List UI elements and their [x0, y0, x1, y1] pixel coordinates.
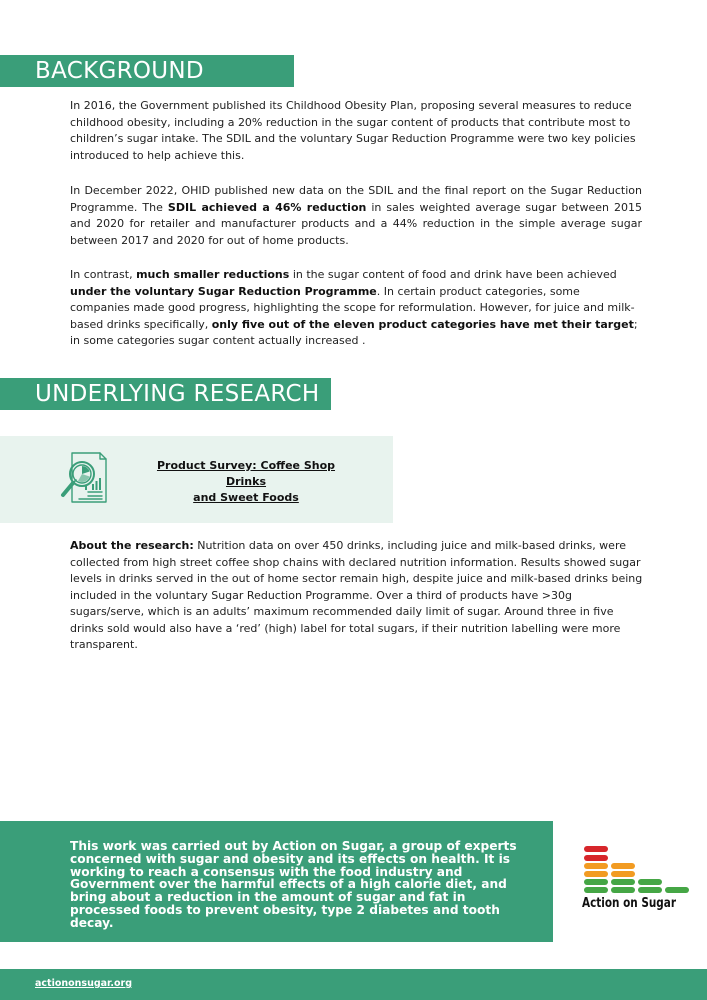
footer-statement: This work was carried out by Action on Sugar, a group of experts concerned with sugar and obesity and its effects on health. It is working to reach a consensus with the food industry and Government over the harmful effects of a high calorie diet, and bring about a reduction in the amount of sugar and fat in processed foods to prevent obesity, type 2 diabetes and tooth decay.	[70, 839, 517, 930]
logo-wordmark: Action on Sugar	[582, 896, 676, 911]
footer-statement-panel	[0, 821, 553, 942]
bold-highlight: SDIL achieved a 46% reduction	[167, 200, 367, 214]
website-link[interactable]: actiononsugar.org	[35, 978, 132, 989]
bold-highlight: much smaller reductions	[136, 268, 290, 281]
text-run: in sales weighted average sugar between 2015 and 2020 for retailer and manufacturer products and a 44% reduction in the simple average sugar between 2017 and 2020 for out of home products.	[70, 200, 643, 247]
text-run: . In certain product categories, some companies made good progress, highlighting the scope for reformulation. However, for juice and milk-based drinks specifically,	[70, 284, 635, 331]
about-research-paragraph	[70, 538, 645, 654]
sugar-level-bars-icon	[582, 845, 692, 893]
background-paragraph-3	[70, 267, 642, 350]
text-run: In December 2022, OHID published new data on the SDIL and the final report on the Sugar Reduction Programme. The	[70, 184, 642, 214]
background-paragraph-2	[70, 183, 642, 249]
text-run: in the sugar content of food and drink have been achieved	[289, 268, 617, 281]
research-report-icon	[54, 450, 110, 506]
text-run: Nutrition data on over 450 drinks, including juice and milk-based drinks, were collected from high street coffee shop chains with declared nutrition information. Results showed sugar levels in drinks served in the out of home sector remain high, despite juice and milk-based drinks being included in the voluntary Sugar Reduction Programme. Over a third of products have >30g sugars/serve, which is an adults’ maximum recommended daily limit of sugar. Around three in five drinks sold would also have a ‘red’ (high) label for total sugars, if their nutrition labelling were more transparent.	[70, 539, 643, 651]
background-paragraph-1: In 2016, the Government published its Childhood Obesity Plan, proposing several measures to reduce childhood obesity, including a 20% reduction in the sugar content of products that contribute most to children’s sugar intake. The SDIL and the voluntary Sugar Reduction Programme were two key policies introduced to help achieve this.	[70, 99, 636, 162]
bold-highlight: under the voluntary Sugar Reduction Programme	[70, 284, 377, 298]
text-run: ; in some categories sugar content actually increased .	[70, 317, 638, 347]
action-on-sugar-logo	[582, 845, 692, 915]
research-heading: UNDERLYING RESEARCH	[0, 378, 331, 410]
card-title-line: Product Survey: Coffee Shop Drinks	[156, 459, 336, 488]
bold-highlight: only five out of the eleven product categories have met their target	[211, 317, 634, 331]
research-card-title[interactable]	[140, 458, 352, 506]
text-run: In contrast,	[70, 268, 137, 281]
research-card	[0, 436, 393, 523]
about-label: About the research:	[70, 539, 194, 552]
background-heading: BACKGROUND	[0, 55, 294, 87]
bottom-bar	[0, 969, 707, 1000]
card-title-line: and Sweet Foods	[193, 491, 299, 504]
